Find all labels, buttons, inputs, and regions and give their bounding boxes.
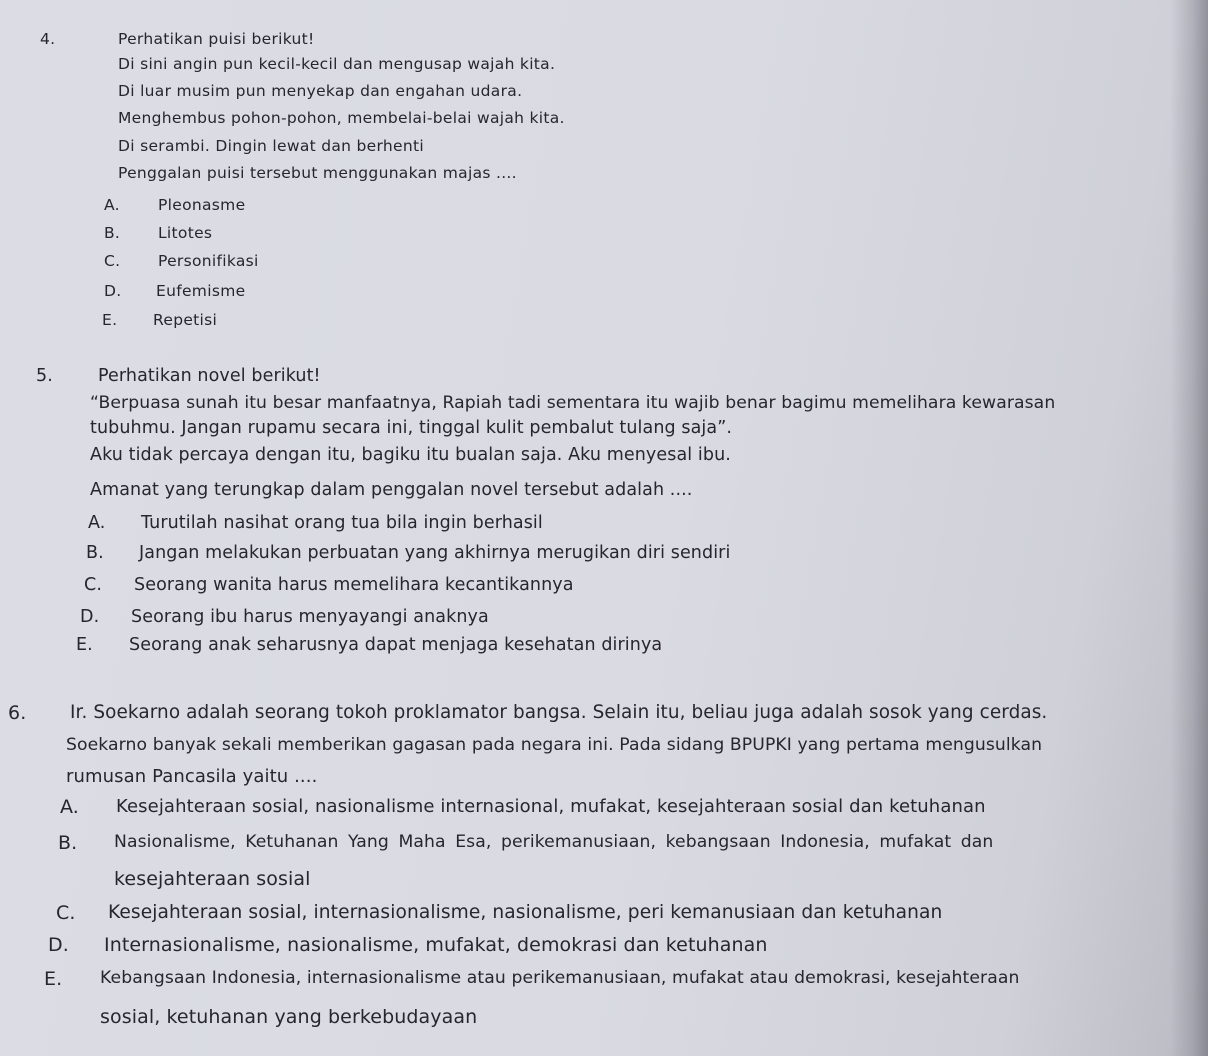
option-letter[interactable]: B.: [104, 224, 121, 242]
question-prompt: Perhatikan puisi berikut!: [118, 30, 315, 48]
option-text[interactable]: Internasionalisme, nasionalisme, mufakat, demokrasi dan ketuhanan: [104, 934, 768, 956]
option-text[interactable]: Litotes: [158, 224, 213, 242]
option-text-continued[interactable]: sosial, ketuhanan yang berkebudayaan: [100, 1006, 478, 1028]
question-prompt: Perhatikan novel berikut!: [98, 366, 321, 386]
option-text[interactable]: Eufemisme: [156, 282, 246, 300]
option-letter[interactable]: E.: [102, 311, 118, 329]
option-text[interactable]: Seorang anak seharusnya dapat menjaga kesehatan dirinya: [129, 635, 663, 655]
excerpt-line: “Berpuasa sunah itu besar manfaatnya, Rapiah tadi sementara itu wajib benar bagimu memelihara kewarasan: [90, 393, 1056, 413]
option-letter[interactable]: D.: [48, 934, 69, 956]
option-letter[interactable]: E.: [44, 968, 63, 990]
option-letter[interactable]: D.: [104, 282, 122, 300]
option-letter[interactable]: B.: [86, 543, 104, 563]
option-letter[interactable]: A.: [60, 796, 79, 818]
option-letter[interactable]: E.: [76, 635, 93, 655]
question-text: Penggalan puisi tersebut menggunakan majas ....: [118, 164, 517, 182]
page-edge-shadow: [1170, 0, 1208, 1056]
option-text[interactable]: Seorang ibu harus menyayangi anaknya: [131, 607, 489, 627]
poem-line: Di luar musim pun menyekap dan engahan udara.: [118, 82, 523, 100]
option-letter[interactable]: C.: [56, 902, 76, 924]
option-text[interactable]: Jangan melakukan perbuatan yang akhirnya merugikan diri sendiri: [139, 543, 731, 563]
excerpt-line: Aku tidak percaya dengan itu, bagiku itu bualan saja. Aku menyesal ibu.: [90, 445, 731, 465]
option-text[interactable]: Nasionalisme, Ketuhanan Yang Maha Esa, perikemanusiaan, kebangsaan Indonesia, mufakat dan: [114, 832, 994, 852]
option-text[interactable]: Seorang wanita harus memelihara kecantikannya: [134, 575, 574, 595]
option-text[interactable]: Repetisi: [153, 311, 218, 329]
poem-line: Di serambi. Dingin lewat dan berhenti: [118, 137, 424, 155]
question-number: 5.: [36, 366, 53, 386]
poem-line: Menghembus pohon-pohon, membelai-belai wajah kita.: [118, 109, 565, 127]
question-number: 4.: [40, 30, 56, 48]
option-text-continued[interactable]: kesejahteraan sosial: [114, 868, 311, 890]
option-text[interactable]: Pleonasme: [158, 196, 246, 214]
option-letter[interactable]: A.: [88, 513, 106, 533]
option-letter[interactable]: B.: [58, 832, 78, 854]
option-letter[interactable]: C.: [84, 575, 102, 595]
option-letter[interactable]: C.: [104, 252, 121, 270]
option-text[interactable]: Kesejahteraan sosial, internasionalisme, nasionalisme, peri kemanusiaan dan ketuhanan: [108, 902, 943, 923]
option-text[interactable]: Turutilah nasihat orang tua bila ingin berhasil: [141, 513, 543, 533]
option-letter[interactable]: A.: [104, 196, 120, 214]
question-number: 6.: [8, 702, 27, 724]
option-letter[interactable]: D.: [80, 607, 100, 627]
question-stem-line: Ir. Soekarno adalah seorang tokoh proklamator bangsa. Selain itu, beliau juga adalah sosok yang cerdas.: [70, 702, 1048, 723]
option-text[interactable]: Kesejahteraan sosial, nasionalisme internasional, mufakat, kesejahteraan sosial dan ketuhanan: [116, 796, 986, 817]
question-text: Amanat yang terungkap dalam penggalan novel tersebut adalah ....: [90, 480, 693, 500]
question-stem-line: Soekarno banyak sekali memberikan gagasan pada negara ini. Pada sidang BPUPKI yang pertama mengusulkan: [66, 735, 1043, 755]
option-text[interactable]: Kebangsaan Indonesia, internasionalisme atau perikemanusiaan, mufakat atau demokrasi, kesejahteraan: [100, 968, 1020, 988]
option-text[interactable]: Personifikasi: [158, 252, 259, 270]
poem-line: Di sini angin pun kecil-kecil dan mengusap wajah kita.: [118, 55, 556, 73]
excerpt-line: tubuhmu. Jangan rupamu secara ini, tinggal kulit pembalut tulang saja”.: [90, 418, 733, 438]
question-stem-line: rumusan Pancasila yaitu ....: [66, 766, 318, 787]
